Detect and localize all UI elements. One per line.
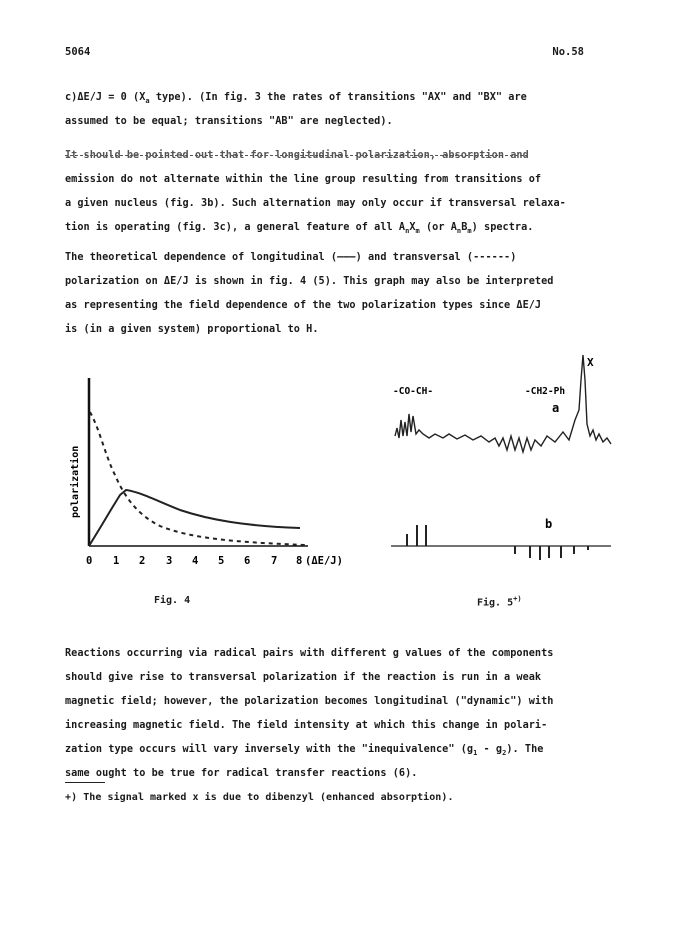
- text-line: magnetic field; however, the polarization becomes longitudinal ("dynamic") with: [65, 696, 554, 707]
- spectrum-b-emission-lines: [407, 525, 426, 546]
- x-signal-label: X: [587, 356, 594, 369]
- text-span: ). The: [506, 744, 544, 755]
- group-label-2: -CH2-Ph: [525, 386, 566, 397]
- subscript: a: [145, 97, 150, 105]
- text-span: zation type occurs will vary inversely with the "inequivalence" (g: [65, 744, 474, 755]
- text-span: B: [461, 222, 468, 233]
- x-tick-labels: [86, 555, 302, 567]
- x-tick-label: 1: [113, 555, 120, 567]
- text-line: is (in a given system) proportional to H.: [65, 324, 319, 335]
- footnote-rule: [65, 782, 105, 783]
- text-line: It should be pointed out that for longitudinal polarization, absorption and: [65, 150, 529, 161]
- text-span: (or A: [419, 222, 457, 233]
- longitudinal-curve: [89, 490, 300, 546]
- text-line: emission do not alternate within the line group resulting from transitions of: [65, 174, 542, 185]
- text-span: - g: [477, 744, 503, 755]
- spectrum-b-absorption-lines: [515, 546, 588, 560]
- text-span: ) spectra.: [471, 222, 534, 233]
- group-label-1: -CO-CH-: [393, 386, 434, 397]
- subscript: m: [467, 227, 472, 235]
- spectrum-a-trace: [395, 355, 611, 452]
- fig5-caption: [477, 595, 522, 608]
- spectrum-b-label: b: [545, 517, 553, 531]
- paragraph-4: [65, 642, 625, 786]
- text-line: polarization on ΔE/J is shown in fig. 4 (5). This graph may also be interpreted: [65, 276, 554, 287]
- text-line: [65, 86, 625, 110]
- figure-4: [60, 370, 360, 580]
- text-line: [65, 216, 625, 240]
- figure-5: [385, 350, 630, 575]
- text-line: Reactions occurring via radical pairs with different g values of the components: [65, 648, 554, 659]
- x-axis-label: (ΔE/J): [305, 555, 343, 567]
- x-tick-label: 7: [271, 555, 278, 567]
- fig4-caption: Fig. 4: [154, 595, 191, 606]
- subscript: n: [405, 227, 410, 235]
- paragraph-1: [65, 86, 625, 134]
- fig5-caption-text: Fig. 5: [477, 597, 514, 609]
- x-tick-label: 8: [296, 555, 303, 567]
- paragraph-2: [65, 144, 625, 240]
- issue-number: No.58: [552, 46, 584, 58]
- text-span: c)ΔE/J = 0 (X: [65, 92, 146, 103]
- x-tick-label: 6: [244, 555, 251, 567]
- text-line: [65, 738, 625, 762]
- footnote-text: +) The signal marked x is due to dibenzyl (enhanced absorption).: [65, 792, 454, 803]
- text-line: The theoretical dependence of longitudinal (———) and transversal (------): [65, 252, 517, 263]
- subscript: n: [456, 227, 462, 235]
- text-line: increasing magnetic field. The field intensity at which this change in polari-: [65, 720, 548, 731]
- page-number: 5064: [65, 46, 91, 58]
- text-line: assumed to be equal; transitions "AB" are neglected).: [65, 116, 393, 127]
- x-tick-label: 4: [192, 555, 199, 567]
- text-span: X: [409, 222, 416, 233]
- x-tick-label: 5: [218, 555, 225, 567]
- text-line: should give rise to transversal polarization if the reaction is run in a weak: [65, 672, 542, 683]
- subscript: 2: [502, 749, 507, 757]
- paragraph-3: [65, 246, 625, 342]
- footnote: [65, 786, 625, 810]
- spectrum-a-label: a: [552, 401, 560, 415]
- x-tick-label: 0: [86, 555, 93, 567]
- y-axis-label: polarization: [70, 445, 81, 518]
- text-span: type). (In fig. 3 the rates of transitions "AX" and "BX" are: [149, 92, 527, 103]
- transversal-curve: [90, 412, 305, 545]
- subscript: m: [415, 227, 420, 235]
- x-tick-label: 2: [139, 555, 146, 567]
- fig5-caption-sup: +): [513, 595, 522, 603]
- subscript: 1: [473, 749, 478, 757]
- text-span: tion is operating (fig. 3c), a general feature of all A: [65, 222, 406, 233]
- text-line: a given nucleus (fig. 3b). Such alternation may only occur if transversal relaxa-: [65, 198, 566, 209]
- x-tick-label: 3: [166, 555, 173, 567]
- text-line: as representing the field dependence of the two polarization types since ΔE/J: [65, 300, 542, 311]
- text-line: same ought to be true for radical transfer reactions (6).: [65, 768, 418, 779]
